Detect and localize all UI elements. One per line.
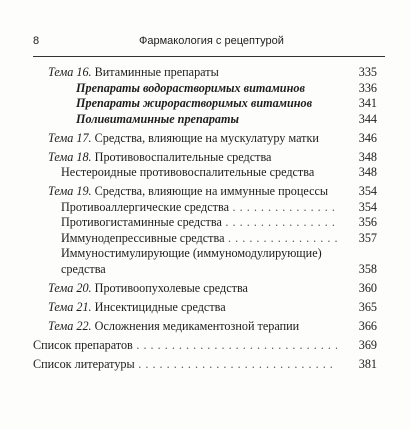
toc-page-number: 360 (358, 280, 377, 295)
toc-page-number: 354 (358, 184, 377, 198)
header-rule (33, 56, 385, 57)
toc-page-number: 354 (358, 199, 377, 214)
toc-topic-label: Тема 19. (48, 184, 92, 198)
toc-entry-title: Средства, влияющие на иммунные процессы (94, 184, 329, 198)
toc-entry (0, 319, 410, 335)
toc-entry-title: Список литературы . . . (33, 357, 337, 373)
toc-page-number: 356 (358, 215, 377, 229)
toc-topic-label: Тема 17. (48, 130, 92, 145)
toc-page-number: 366 (358, 318, 377, 333)
toc-entry-title: Противоопухолевые средства (94, 280, 248, 295)
toc-entry (0, 150, 410, 166)
toc-entry-title: Средства, влияющие на мускулатуру матки (94, 130, 319, 145)
toc-entry-title: Противоаллергические средства . . . (61, 200, 337, 216)
toc-entry (0, 165, 410, 181)
toc-entry (0, 131, 410, 147)
toc-page-number: 348 (358, 149, 377, 164)
toc-entry-title: Нестероидные противовоспалительные средства (61, 165, 315, 179)
toc-entry (0, 281, 410, 297)
page-number: 8 (33, 35, 40, 47)
toc-entry (0, 200, 410, 216)
toc-entry-title: Противовоспалительные средства (94, 149, 272, 164)
toc-entry-title: Инсектицидные средства (94, 299, 226, 314)
toc-entry (0, 65, 410, 81)
toc-page-number: 336 (358, 80, 377, 95)
page-header (33, 32, 385, 52)
toc-entry-title: Препараты водорастворимых витаминов (76, 80, 305, 95)
toc-page-number: 381 (358, 356, 377, 371)
toc-topic-label: Тема 21. (48, 299, 92, 314)
toc-entry-title: Витаминные препараты (94, 65, 219, 79)
toc-entry (0, 96, 410, 112)
toc-entry (0, 231, 410, 247)
toc-page-number: 348 (358, 165, 377, 179)
toc-entry (0, 215, 410, 231)
toc-page-number: 346 (358, 130, 377, 145)
toc-entry (0, 246, 410, 277)
toc-entry-title: Противогистаминные средства . . . (61, 215, 337, 231)
toc-page-number: 358 (358, 261, 377, 276)
toc-entry (0, 112, 410, 128)
toc-page-number: 365 (358, 299, 377, 314)
toc-entry-title: Иммуностимулирующие (иммуномодулирующие) средства (61, 246, 322, 276)
toc-entry (0, 338, 410, 354)
toc-entry (0, 357, 410, 373)
toc-entry (0, 300, 410, 316)
toc-entry-title: Иммунодепрессивные средства . . . (61, 231, 337, 247)
toc-page-number: 369 (358, 337, 377, 352)
toc-page-number: 344 (358, 111, 377, 126)
toc-entry (0, 184, 410, 200)
table-of-contents (0, 65, 410, 372)
toc-topic-label: Тема 18. (48, 149, 92, 164)
toc-topic-label: Тема 20. (48, 280, 92, 295)
toc-topic-label: Тема 16. (48, 65, 92, 79)
toc-page-number: 341 (358, 96, 377, 110)
toc-entry-title: Препараты жирорастворимых витаминов (76, 96, 313, 110)
toc-page-number: 357 (358, 230, 377, 245)
toc-entry-title: Осложнения медикаментозной терапии (94, 318, 300, 333)
toc-topic-label: Тема 22. (48, 318, 92, 333)
toc-page-number: 335 (358, 65, 377, 79)
running-title: Фармакология с рецептурой (139, 35, 284, 47)
toc-entry (0, 81, 410, 97)
toc-entry-title: Поливитаминные препараты (76, 111, 239, 126)
toc-entry-title: Список препаратов . . . (33, 338, 337, 354)
